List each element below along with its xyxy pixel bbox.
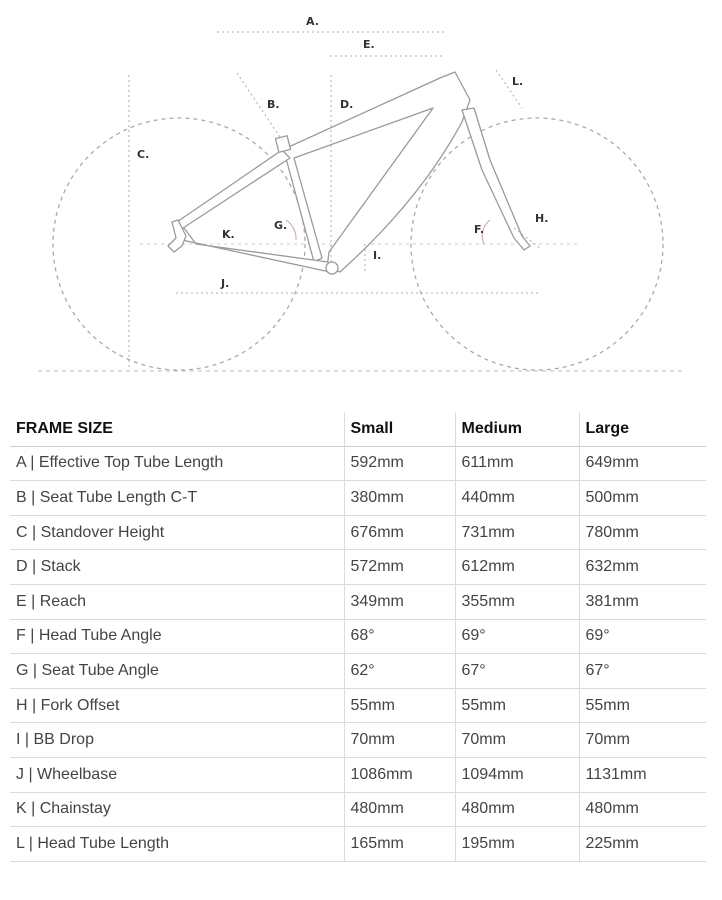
seat-stay [174, 150, 290, 230]
large-value-cell: 632mm [579, 550, 706, 585]
table-row [10, 792, 706, 827]
dimension-name-cell: E | Reach [10, 584, 344, 619]
dimension-name-cell: A | Effective Top Tube Length [10, 446, 344, 481]
table-row [10, 446, 706, 481]
table-header-row [10, 412, 706, 446]
small-value-cell: 676mm [344, 515, 455, 550]
dimension-name-cell: G | Seat Tube Angle [10, 654, 344, 689]
label-c: C. [137, 148, 150, 161]
label-l: L. [512, 75, 524, 88]
table-row [10, 550, 706, 585]
large-value-cell: 780mm [579, 515, 706, 550]
header-frame-size: FRAME SIZE [10, 412, 344, 446]
fork [462, 108, 530, 250]
header-large: Large [579, 412, 706, 446]
medium-value-cell: 480mm [455, 792, 579, 827]
bike-geometry-diagram [0, 0, 722, 390]
small-value-cell: 572mm [344, 550, 455, 585]
label-b: B. [267, 98, 280, 111]
small-value-cell: 480mm [344, 792, 455, 827]
label-a: A. [306, 15, 319, 28]
medium-value-cell: 440mm [455, 481, 579, 516]
medium-value-cell: 55mm [455, 688, 579, 723]
small-value-cell: 165mm [344, 827, 455, 862]
medium-value-cell: 67° [455, 654, 579, 689]
label-h: H. [535, 212, 549, 225]
large-value-cell: 69° [579, 619, 706, 654]
large-value-cell: 55mm [579, 688, 706, 723]
dimension-name-cell: C | Standover Height [10, 515, 344, 550]
bottom-bracket [326, 262, 338, 274]
label-i: I. [373, 249, 382, 262]
table-row [10, 515, 706, 550]
medium-value-cell: 1094mm [455, 757, 579, 792]
large-value-cell: 70mm [579, 723, 706, 758]
main-frame-body [282, 72, 470, 272]
angle-g-arc [286, 220, 296, 240]
small-value-cell: 62° [344, 654, 455, 689]
medium-value-cell: 69° [455, 619, 579, 654]
dimension-name-cell: L | Head Tube Length [10, 827, 344, 862]
seat-tube-top [275, 136, 290, 152]
medium-value-cell: 612mm [455, 550, 579, 585]
small-value-cell: 380mm [344, 481, 455, 516]
label-j: J. [221, 277, 230, 290]
dimension-name-cell: K | Chainstay [10, 792, 344, 827]
small-value-cell: 70mm [344, 723, 455, 758]
medium-value-cell: 70mm [455, 723, 579, 758]
header-small: Small [344, 412, 455, 446]
header-medium: Medium [455, 412, 579, 446]
dimension-name-cell: D | Stack [10, 550, 344, 585]
table-body [10, 446, 706, 861]
table-row [10, 757, 706, 792]
large-value-cell: 67° [579, 654, 706, 689]
medium-value-cell: 611mm [455, 446, 579, 481]
medium-value-cell: 195mm [455, 827, 579, 862]
large-value-cell: 381mm [579, 584, 706, 619]
small-value-cell: 1086mm [344, 757, 455, 792]
small-value-cell: 349mm [344, 584, 455, 619]
dimension-name-cell: F | Head Tube Angle [10, 619, 344, 654]
label-d: D. [340, 98, 354, 111]
dimension-name-cell: I | BB Drop [10, 723, 344, 758]
large-value-cell: 225mm [579, 827, 706, 862]
large-value-cell: 649mm [579, 446, 706, 481]
table-row [10, 827, 706, 862]
dimension-name-cell: H | Fork Offset [10, 688, 344, 723]
table-row [10, 688, 706, 723]
label-g: G. [274, 219, 288, 232]
table-row [10, 584, 706, 619]
label-e: E. [363, 38, 375, 51]
label-f: F. [474, 223, 485, 236]
label-k: K. [222, 228, 235, 241]
small-value-cell: 55mm [344, 688, 455, 723]
medium-value-cell: 355mm [455, 584, 579, 619]
large-value-cell: 1131mm [579, 757, 706, 792]
large-value-cell: 480mm [579, 792, 706, 827]
table-row [10, 619, 706, 654]
table-row [10, 723, 706, 758]
dimension-name-cell: B | Seat Tube Length C-T [10, 481, 344, 516]
table-row [10, 481, 706, 516]
large-value-cell: 500mm [579, 481, 706, 516]
frame-size-table [10, 412, 706, 862]
table-row [10, 654, 706, 689]
medium-value-cell: 731mm [455, 515, 579, 550]
small-value-cell: 68° [344, 619, 455, 654]
small-value-cell: 592mm [344, 446, 455, 481]
dimension-name-cell: J | Wheelbase [10, 757, 344, 792]
